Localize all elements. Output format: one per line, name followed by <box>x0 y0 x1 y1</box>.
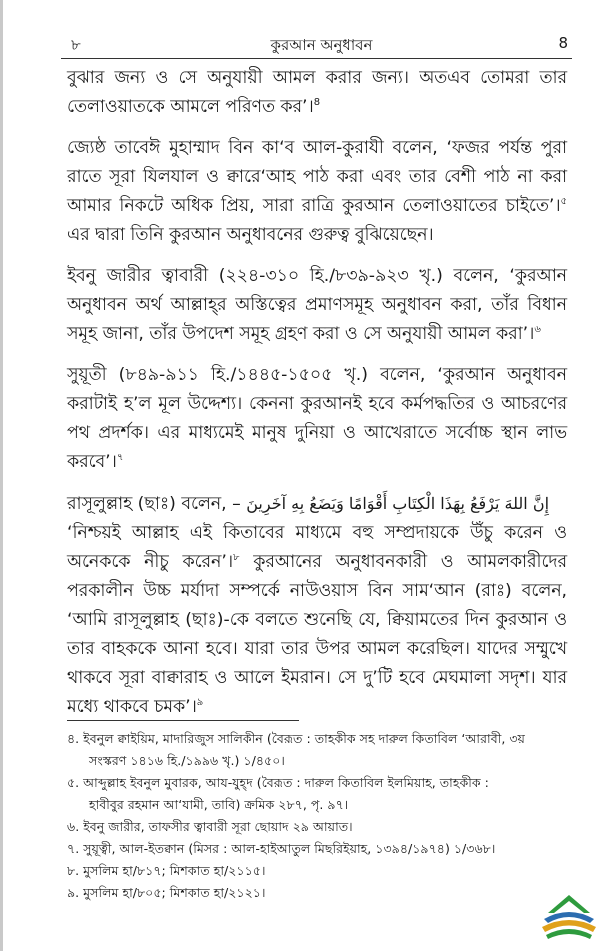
footnote-text: ৯. মুসলিম হা/৮০৫; মিশকাত হা/২১২১। <box>67 885 266 900</box>
body-text <box>67 64 567 734</box>
paragraph-4 <box>67 361 567 477</box>
left-page-number: ৮ <box>71 36 81 54</box>
page-number: 8 <box>558 34 568 52</box>
paragraph-2 <box>67 134 567 250</box>
footnote-ref: ৭ <box>116 452 124 464</box>
paragraph-text: বুঝার জন্য ও সে অনুযায়ী আমল করার জন্য। অতএব তোমরা তার তেলাওয়াতকে আমলে পরিণত কর’। <box>67 68 567 117</box>
paragraph-1 <box>67 64 567 122</box>
paragraph-text: কুরআনের অনুধাবনকারী ও আমলকারীদের পরকালীন উচ্চ মর্যাদা সম্পর্কে নাউওয়াস বিন সাম‘আন (রাঃ) বলেন, ‘আমি রাসূলুল্লাহ (ছাঃ)-কে বলতে শুনেছি যে, ক্বিয়ামতের দিন কুরআন ও তার বাহককে আনা হবে। যারা তার উপর আমল করেছিল। যাদের সম্মুখে থাকবে সূরা বাক্বারাহ ও আলে ইমরান। সে দু’টি হবে মেঘমালা সদৃশ। যার মধ্যে থাকবে চমক’। <box>67 552 568 717</box>
footnote-item <box>67 728 567 750</box>
hadith-translation: ‘নিশ্চয়ই আল্লাহ এই কিতাবের মাধ্যমে বহু সম্প্রদায়কে উঁচু করেন ও অনেককে নীচু করেন’। <box>67 523 567 572</box>
footnote-text: ৭. সুয়ূত্বী, আল-ইতক্বান (মিসর : আল-হাইআতুল মিছরিইয়াহ, ১৩৯৪/১৯৭৪) ১/৩৬৮। <box>67 841 496 856</box>
footnote-text: ৫. আব্দুল্লাহ ইবনুল মুবারক, আয-যুহ্দ (বৈরূত : দারুল কিতাবিল ইলমিয়াহ, তাহকীক : <box>67 775 489 790</box>
paragraph-text: এর দ্বারা তিনি কুরআন অনুধাবনের গুরুত্ব বুঝিয়েছেন। <box>67 225 434 245</box>
footnote-text: ৪. ইবনুল ক্বাইয়িম, মাদারিজুস সালিকীন (বৈরূত : তাহকীক সহ দারুল কিতাবিল ‘আরাবী, ৩য় <box>67 731 525 746</box>
footnote-ref: 8 <box>313 97 321 109</box>
footnote-item <box>67 882 567 904</box>
paragraph-3 <box>67 262 567 349</box>
footnotes <box>67 728 567 904</box>
footnote-ref: ৮ <box>233 552 240 564</box>
footnote-ref: ৫ <box>560 196 567 208</box>
footnote-item <box>67 816 567 838</box>
paragraph-text: জ্যেষ্ঠ তাবেঈ মুহাম্মাদ বিন কা‘ব আল-কুরাযী বলেন, ‘ফজর পর্যন্ত পুরা রাতে সূরা যিলযাল ও ক্বারে‘আহ পাঠ করা এবং তার বেশী পাঠ না করা আমার নিকটে অধিক প্রিয়, সারা রাত্রি কুরআন তেলাওয়াতের চাইতে’। <box>67 138 567 216</box>
running-title: কুরআন অনুধাবন <box>270 36 373 54</box>
running-header <box>61 34 582 56</box>
footnote-rule <box>67 720 299 721</box>
footnote-ref: ৬ <box>534 324 541 336</box>
footnote-text: হাবীবুর রহমান আ‘যামী, তাবি) ক্রমিক ২৮৭, পৃ. ৯৭। <box>89 797 349 812</box>
paragraph-text: সুয়ূতী (৮৪৯-৯১১ হি./১৪৪৫-১৫০৫ খৃ.) বলেন, ‘কুরআন অনুধাবন করাটাই হ’ল মূল উদ্দেশ্য। কেননা কুরআনই হবে কর্মপদ্ধতির ও আচরণের পথ প্রদর্শক। এর মাধ্যমেই মানুষ দুনিয়া ও আখেরাতে সর্বোচ্চ স্থান লাভ করবে’। <box>67 365 567 472</box>
paragraph-hadith <box>67 489 567 722</box>
footnote-text: সংস্করণ ১৪১৬ হি./১৯৯৬ খৃ.) ১/৪৫০। <box>89 753 285 768</box>
header-rule <box>61 58 572 59</box>
footnote-item <box>67 860 567 882</box>
footnote-ref: ৯ <box>196 697 204 709</box>
paragraph-text: ইবনু জারীর ত্বাবারী (২২৪-৩১০ হি./৮৩৯-৯২৩ খৃ.) বলেন, ‘কুরআন অনুধাবন অর্থ আল্লাহ্‌র অস্তিত্বের প্রমাণসমূহ অনুধাবন করা, তাঁর বিধান সমূহ জানা, তাঁর উপদেশ সমূহ গ্রহণ করা ও সে অনুযায়ী আমল করা’। <box>67 266 567 344</box>
footnote-item <box>67 838 567 860</box>
publisher-logo-icon <box>538 891 600 941</box>
arabic-hadith-text: إِنَّ اللهَ يَرْفَعُ بِهَذَا الْكِتَابِ أَقْوَامًا وَيَضَعُ بِهِ آخَرِينَ <box>246 494 550 513</box>
footnote-text: ৮. মুসলিম হা/৮১৭; মিশকাত হা/২১১৫। <box>67 863 266 878</box>
footnote-item-cont <box>67 794 567 816</box>
hadith-lead: রাসূলুল্লাহ (ছাঃ) বলেন, – <box>67 494 241 514</box>
footnote-text: ৬. ইবনু জারীর, তাফসীর ত্বাবারী সূরা ছোয়াদ ২৯ আয়াত। <box>67 819 353 834</box>
footnote-item <box>67 772 567 794</box>
footnote-item-cont <box>67 750 567 772</box>
